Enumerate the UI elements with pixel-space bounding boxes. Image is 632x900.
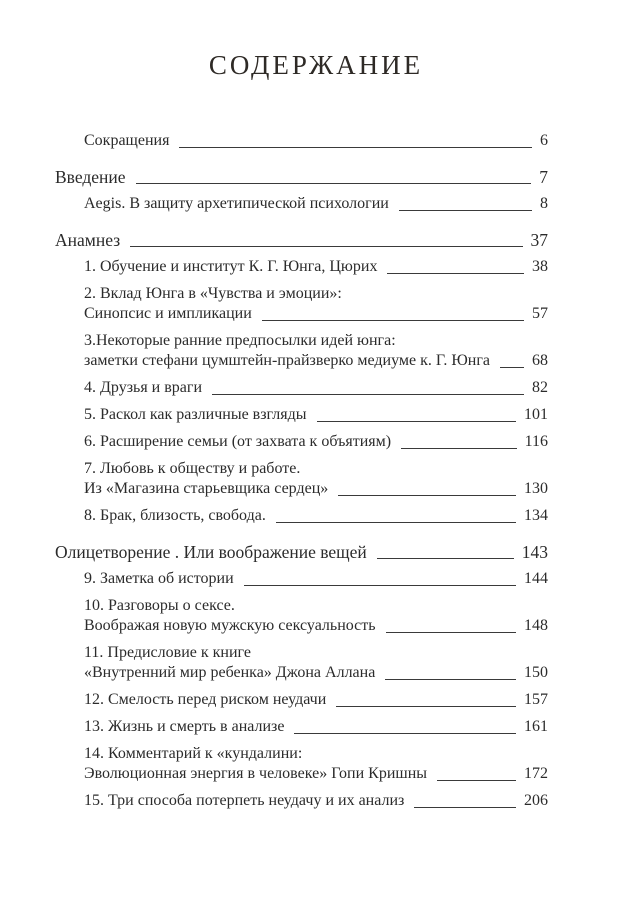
toc-entry-text: 13. Жизнь и смерть в анализе xyxy=(84,718,285,735)
toc-entry-text: 15. Три способа потерпеть неудачу и их анализ xyxy=(84,792,405,809)
toc-entry-text: Aegis. В защиту архетипической психологии xyxy=(84,195,389,212)
toc-entry-text: Анамнез xyxy=(55,230,121,250)
toc-entry xyxy=(55,717,548,737)
toc-entry-text: 9. Заметка об истории xyxy=(84,570,234,587)
toc-entry-text: 5. Раскол как различные взгляды xyxy=(84,406,307,423)
toc-entry xyxy=(55,131,548,151)
toc-entry-line xyxy=(84,764,548,784)
toc-entry-line xyxy=(84,596,548,616)
toc-entry-line xyxy=(55,230,548,250)
toc-entry-text: 2. Вклад Юнга в «Чувства и эмоции»: xyxy=(84,285,342,302)
page-number: 82 xyxy=(532,379,548,396)
toc-entry-line xyxy=(84,257,548,277)
leader-line xyxy=(385,678,516,680)
leader-line xyxy=(401,447,517,449)
toc-entry-text: Из «Магазина старьевщика сердец» xyxy=(84,480,329,497)
toc-entry xyxy=(55,596,548,636)
page-number: 150 xyxy=(524,664,548,681)
toc-entry-line xyxy=(84,616,548,636)
page-number: 38 xyxy=(532,258,548,275)
toc-entry xyxy=(55,791,548,811)
toc-entry-text: Олицетворение . Или воображение вещей xyxy=(55,542,367,562)
toc-entry-line xyxy=(84,131,548,151)
leader-line xyxy=(276,521,516,523)
toc-entry xyxy=(55,331,548,371)
toc-entry-line xyxy=(84,194,548,214)
page-number: 161 xyxy=(524,718,548,735)
page-number: 68 xyxy=(532,352,548,369)
leader-line xyxy=(414,806,516,808)
toc-entry-text: 1. Обучение и институт К. Г. Юнга, Цюрих xyxy=(84,258,378,275)
leader-line xyxy=(437,779,516,781)
page-number: 6 xyxy=(540,132,548,149)
toc-entry xyxy=(55,459,548,499)
toc-entry-line xyxy=(84,506,548,526)
toc-entry-line xyxy=(84,717,548,737)
toc-entry xyxy=(55,194,548,214)
toc-section-entry xyxy=(55,230,548,250)
toc-entry-line xyxy=(84,459,548,479)
toc-entry-text: Воображая новую мужскую сексуальность xyxy=(84,617,376,634)
page-number: 134 xyxy=(524,507,548,524)
toc-entry xyxy=(55,405,548,425)
toc-entry-text: Синопсис и импликации xyxy=(84,305,252,322)
toc-entry-text: 12. Смелость перед риском неудачи xyxy=(84,691,327,708)
leader-line xyxy=(399,209,532,211)
toc-entry xyxy=(55,284,548,324)
toc-entry-text: 11. Предисловие к книге xyxy=(84,644,251,661)
toc-entry xyxy=(55,690,548,710)
toc-section-entry xyxy=(55,542,548,562)
toc-entry-line xyxy=(84,284,548,304)
toc-section-entry xyxy=(55,167,548,187)
toc-entry-text: 8. Брак, близость, свобода. xyxy=(84,507,266,524)
page-number: 172 xyxy=(524,765,548,782)
toc-entry xyxy=(55,744,548,784)
leader-line xyxy=(336,705,516,707)
page-title: СОДЕРЖАНИЕ xyxy=(208,50,424,80)
toc-entry-line xyxy=(84,744,548,764)
toc-entry-text: 7. Любовь к обществу и работе. xyxy=(84,460,301,477)
toc-entry-text: Сокращения xyxy=(84,132,170,149)
toc-entry-line xyxy=(84,569,548,589)
leader-line xyxy=(377,557,514,559)
toc-entry-text: 10. Разговоры о сексе. xyxy=(84,597,235,614)
toc-entry xyxy=(55,643,548,683)
page-number: 116 xyxy=(524,433,548,450)
toc-entry-line xyxy=(84,351,548,371)
page-number: 130 xyxy=(524,480,548,497)
toc-entry-text: Эволюционная энергия в человеке» Гопи Кришны xyxy=(84,765,428,782)
toc-entry-line xyxy=(84,791,548,811)
toc-entry xyxy=(55,506,548,526)
page-number: 157 xyxy=(524,691,548,708)
leader-line xyxy=(179,146,532,148)
table-of-contents xyxy=(0,131,632,811)
page-number: 143 xyxy=(521,542,548,562)
toc-entry-line xyxy=(55,542,548,562)
leader-line xyxy=(244,584,516,586)
leader-line xyxy=(136,182,532,184)
leader-line xyxy=(130,245,522,247)
toc-entry-line xyxy=(84,378,548,398)
leader-line xyxy=(500,366,524,368)
page-number: 37 xyxy=(530,230,548,250)
toc-entry-text: 14. Комментарий к «кундалини: xyxy=(84,745,303,762)
leader-line xyxy=(387,272,524,274)
leader-line xyxy=(317,420,516,422)
toc-entry-line xyxy=(84,690,548,710)
toc-entry-text: «Внутренний мир ребенка» Джона Аллана xyxy=(84,664,376,681)
page-number: 57 xyxy=(532,305,548,322)
toc-entry xyxy=(55,432,548,452)
toc-entry xyxy=(55,257,548,277)
toc-entry-text: Введение xyxy=(55,167,126,187)
page-number: 7 xyxy=(539,167,548,187)
leader-line xyxy=(386,631,516,633)
page-number: 206 xyxy=(524,792,548,809)
page-number: 144 xyxy=(524,570,548,587)
page-number: 148 xyxy=(524,617,548,634)
toc-entry-text: 3.Некоторые ранние предпосылки идей юнга: xyxy=(84,332,396,349)
toc-entry xyxy=(55,569,548,589)
toc-entry-line xyxy=(84,405,548,425)
page-number: 101 xyxy=(524,406,548,423)
leader-line xyxy=(212,393,524,395)
leader-line xyxy=(262,319,524,321)
toc-entry-text: 4. Друзья и враги xyxy=(84,379,203,396)
leader-line xyxy=(338,494,516,496)
toc-entry-line xyxy=(84,643,548,663)
toc-entry-line xyxy=(84,479,548,499)
leader-line xyxy=(294,732,516,734)
toc-entry-line xyxy=(84,304,548,324)
toc-entry-text: 6. Расширение семьи (от захвата к объятиям) xyxy=(84,433,392,450)
toc-entry-line xyxy=(84,331,548,351)
toc-entry-text: заметки стефани цумштейн-прайзверко медиуме к. Г. Юнга xyxy=(84,352,490,369)
toc-entry xyxy=(55,378,548,398)
toc-entry-line xyxy=(55,167,548,187)
toc-entry-line xyxy=(84,432,548,452)
toc-entry-line xyxy=(84,663,548,683)
page-number: 8 xyxy=(540,195,548,212)
